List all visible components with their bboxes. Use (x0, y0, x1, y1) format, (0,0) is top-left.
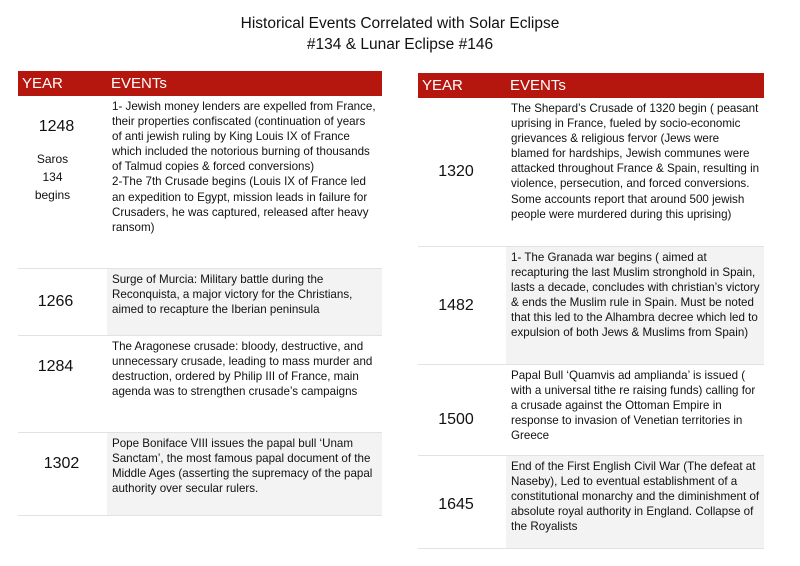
table-row (418, 365, 764, 456)
year-value: 1248 (38, 118, 75, 135)
table-row (418, 456, 764, 549)
table-row (18, 433, 382, 516)
event-cell: The Aragonese crusade: bloody, destructive, and unnecessary crusade, leading to mass murder and destruction, ordered by Philip III of France, main agenda was to strengthen crusade’s campaigns (107, 336, 382, 432)
events-column-header: EVENTs (111, 75, 167, 92)
year-cell (418, 247, 506, 364)
table-row (418, 247, 764, 365)
right-events-table (418, 73, 764, 549)
year-column-header: YEAR (422, 77, 463, 94)
year-cell (18, 96, 107, 268)
left-events-table (18, 71, 382, 516)
table-row (418, 98, 764, 247)
year-cell (418, 365, 506, 455)
document-title (0, 13, 800, 55)
year-cell (418, 98, 506, 246)
year-value: 1266 (37, 293, 74, 310)
year-value: 1284 (37, 358, 74, 375)
year-column-header: YEAR (22, 75, 63, 92)
table-header (18, 71, 382, 96)
saros-note-line: begins (34, 188, 71, 202)
saros-note-line: 134 (42, 170, 63, 184)
year-value: 1302 (43, 455, 80, 472)
table-row (18, 336, 382, 433)
saros-note-line: Saros (36, 152, 69, 166)
saros-note (18, 150, 107, 204)
table-row (18, 96, 382, 269)
table-row (18, 269, 382, 336)
table-header (418, 73, 764, 98)
events-column-header: EVENTs (510, 77, 566, 94)
title-line-1: Historical Events Correlated with Solar Eclipse (240, 15, 560, 32)
year-cell (418, 456, 506, 548)
title-line-2: #134 & Lunar Eclipse #146 (306, 36, 494, 53)
year-cell (18, 269, 107, 335)
event-cell: Papal Bull ‘Quamvis ad amplianda’ is issued ( with a universal tithe re raising funds) calling for a crusade against the Ottoman Empire in response to invasion of Venetian territories in Greece (506, 365, 764, 455)
year-value: 1645 (438, 496, 474, 513)
event-cell: The Shepard’s Crusade of 1320 begin ( peasant uprising in France, fueled by socio-economic grievances & religious fervor (Jews were blamed for hardships, Jewish communes were attacked throughout France & Spain, resulting in violence, persecution, and forced conversions. Some accounts report that around 500 jewish people were murdered during this uprising) (506, 98, 764, 246)
event-cell: Pope Boniface VIII issues the papal bull ‘Unam Sanctam’, the most famous papal document of the Middle Ages (asserting the supremacy of the papal authority over secular rulers. (107, 433, 382, 515)
year-cell (18, 433, 107, 515)
event-cell: 1- The Granada war begins ( aimed at recapturing the last Muslim stronghold in Spain, lasts a decade, concludes with christian’s victory & ends the Muslim rule in Spain. Must be noted that this led to the Alhambra decree which led to expulsion of both Jews & Muslims from Spain) (506, 247, 764, 364)
event-cell: Surge of Murcia: Military battle during the Reconquista, a major victory for the Christians, aimed to recapture the Iberian peninsula (107, 269, 382, 335)
year-value: 1320 (438, 163, 474, 180)
event-cell: End of the First English Civil War (The defeat at Naseby), Led to eventual establishment of a constitutional monarchy and the diminishment of absolute royal authority in England. Collapse of the Royalists (506, 456, 764, 548)
year-cell (18, 336, 107, 432)
year-value: 1482 (438, 296, 474, 314)
event-cell: 1- Jewish money lenders are expelled from France, their properties confiscated (continuation of years of anti jewish ruling by King Louis IX of France which included the notorious burning of thousands of Talmud copies & forced conversions) 2-The 7th Crusade begins (Louis IX of France led an expedition to Egypt, mission leads in failure for Crusaders, he was captured, released after heavy ransom) (107, 96, 382, 268)
year-value: 1500 (438, 411, 474, 428)
